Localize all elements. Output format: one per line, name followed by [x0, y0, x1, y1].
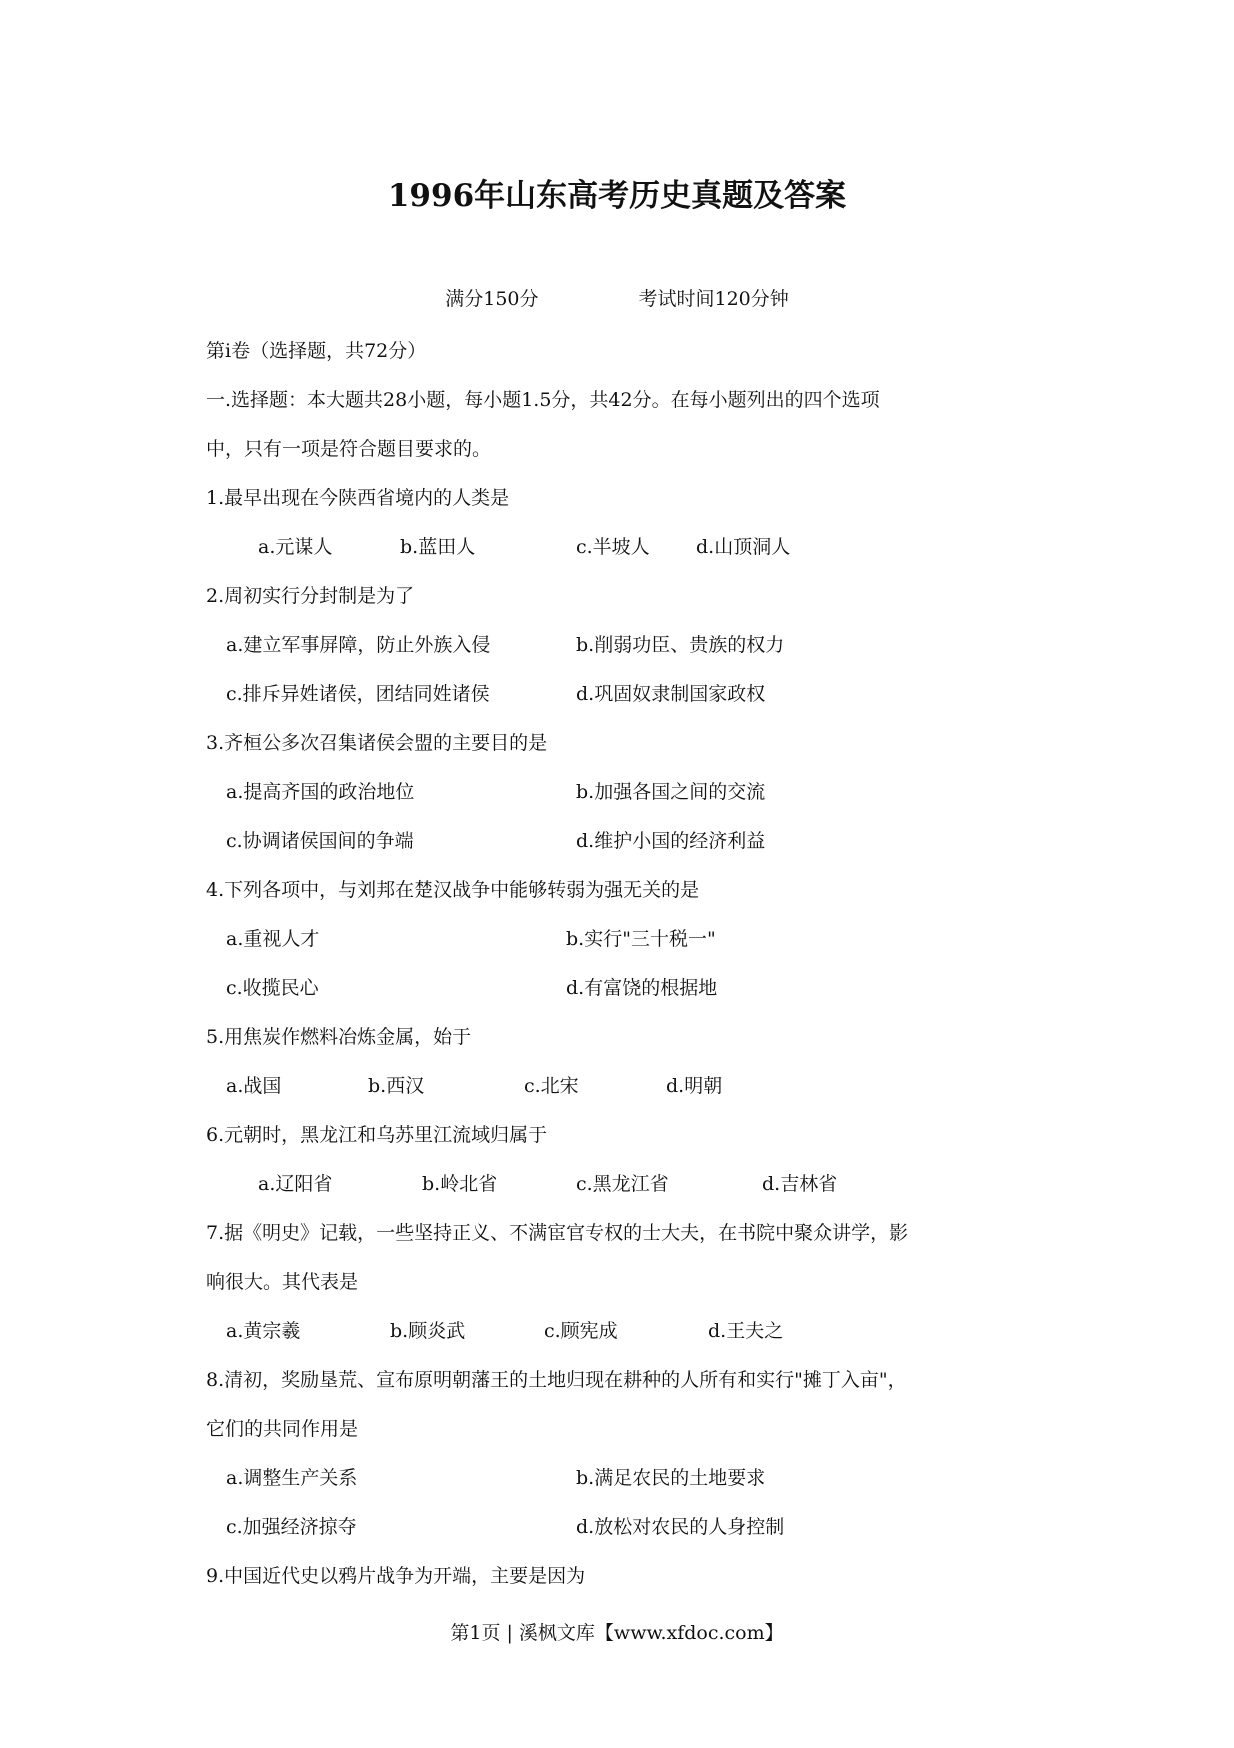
option-row [206, 817, 1036, 866]
option: a.战国 [226, 1075, 282, 1097]
option-row [206, 1062, 1036, 1111]
option: d.维护小国的经济利益 [576, 830, 766, 852]
option-row [206, 915, 1036, 964]
option: b.削弱功臣、贵族的权力 [576, 634, 785, 656]
question-stem: 7.据《明史》记载，一些坚持正义、不满宦官专权的士大夫，在书院中聚众讲学，影 [206, 1222, 909, 1244]
option: b.蓝田人 [400, 536, 476, 558]
question-stem: 9.中国近代史以鸦片战争为开端，主要是因为 [206, 1565, 586, 1587]
question-stem-continued: 它们的共同作用是 [206, 1418, 359, 1440]
question-stem: 2.周初实行分封制是为了 [206, 585, 415, 607]
exam-meta [0, 284, 1234, 311]
page-footer: 第1页 | 溪枫文库【www.xfdoc.com】 [450, 1622, 784, 1644]
question-stem: 5.用焦炭作燃料冶炼金属，始于 [206, 1026, 472, 1048]
option: a.辽阳省 [258, 1173, 333, 1195]
page-title: 1996年山东高考历史真题及答案 [387, 178, 847, 214]
option: c.排斥异姓诸侯，团结同姓诸侯 [226, 683, 490, 705]
option: d.有富饶的根据地 [566, 977, 718, 999]
instructions-line-2: 中，只有一项是符合题目要求的。 [206, 438, 492, 460]
option-row [206, 1307, 1036, 1356]
option: b.实行"三十税一" [566, 928, 716, 950]
question-stem: 4.下列各项中，与刘邦在楚汉战争中能够转弱为强无关的是 [206, 879, 700, 901]
option: b.顾炎武 [390, 1320, 466, 1342]
option-row [206, 523, 1036, 572]
option: d.王夫之 [708, 1320, 784, 1342]
option: b.满足农民的土地要求 [576, 1467, 766, 1489]
question-stem: 6.元朝时，黑龙江和乌苏里江流域归属于 [206, 1124, 548, 1146]
option-row [206, 768, 1036, 817]
option: c.协调诸侯国间的争端 [226, 830, 414, 852]
option: d.明朝 [666, 1075, 723, 1097]
instructions-line-1: 一.选择题：本大题共28小题，每小题1.5分，共42分。在每小题列出的四个选项 [206, 389, 880, 411]
option: a.提高齐国的政治地位 [226, 781, 415, 803]
option: b.岭北省 [422, 1173, 498, 1195]
option: a.元谋人 [258, 536, 333, 558]
full-score: 满分150分 [445, 288, 539, 310]
option: c.半坡人 [576, 536, 650, 558]
question-stem: 3.齐桓公多次召集诸侯会盟的主要目的是 [206, 732, 548, 754]
option: d.巩固奴隶制国家政权 [576, 683, 766, 705]
exam-time: 考试时间120分钟 [638, 288, 789, 310]
option: a.重视人才 [226, 928, 320, 950]
option: c.顾宪成 [544, 1320, 618, 1342]
option: a.建立军事屏障，防止外族入侵 [226, 634, 491, 656]
option: c.加强经济掠夺 [226, 1516, 357, 1538]
option: d.放松对农民的人身控制 [576, 1516, 785, 1538]
option-row [206, 1454, 1036, 1503]
option-row [206, 964, 1036, 1013]
question-stem: 8.清初，奖励垦荒、宣布原明朝藩王的土地归现在耕种的人所有和实行"摊丁入亩"， [206, 1369, 907, 1391]
option: d.吉林省 [762, 1173, 838, 1195]
option-row [206, 621, 1036, 670]
option: a.黄宗羲 [226, 1320, 301, 1342]
option: b.加强各国之间的交流 [576, 781, 766, 803]
option: c.收揽民心 [226, 977, 319, 999]
question-stem: 1.最早出现在今陕西省境内的人类是 [206, 487, 510, 509]
option: c.北宋 [524, 1075, 579, 1097]
option: b.西汉 [368, 1075, 425, 1097]
option: a.调整生产关系 [226, 1467, 358, 1489]
option: c.黑龙江省 [576, 1173, 669, 1195]
question-stem-continued: 响很大。其代表是 [206, 1271, 359, 1293]
option: d.山顶洞人 [696, 536, 791, 558]
option-row [206, 1503, 1036, 1552]
option-row [206, 670, 1036, 719]
question-list [206, 327, 1036, 1601]
option-row [206, 1160, 1036, 1209]
section-title: 第i卷（选择题，共72分） [206, 340, 427, 362]
